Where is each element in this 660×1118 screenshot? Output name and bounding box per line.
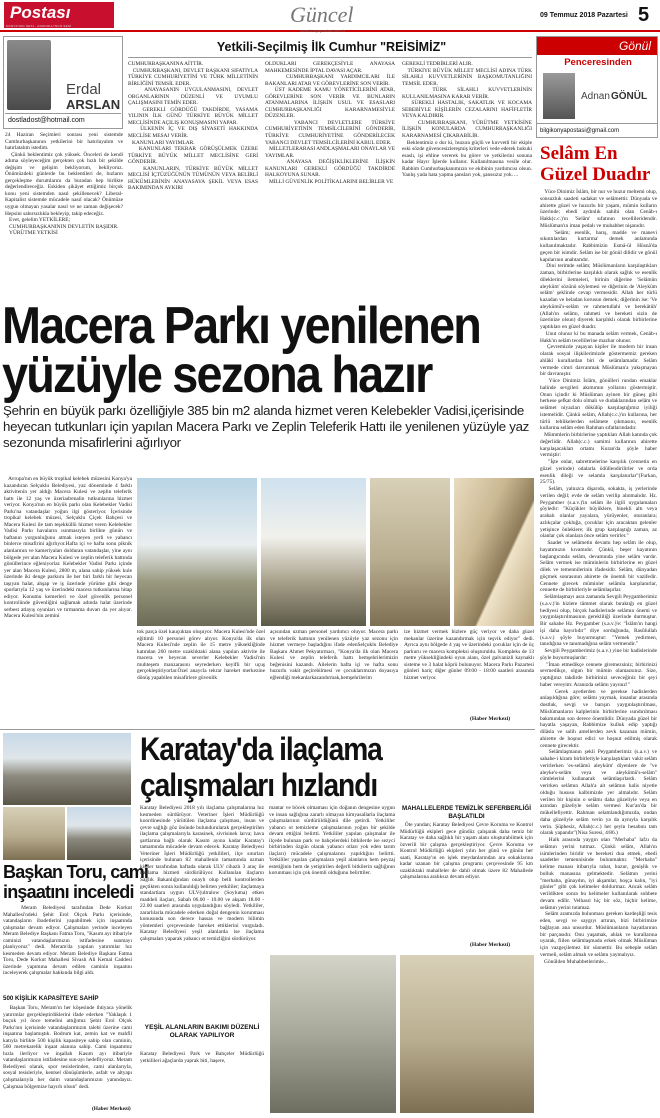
left-columnist-box bbox=[3, 36, 123, 129]
karatay-col1b-head: YEŞİL ALANLARIN BAKIMI DÜZENLİ OLARAK YAPILIYOR bbox=[144, 1024, 260, 1039]
karatay-photo-spraying bbox=[270, 955, 396, 1113]
baskan-body1: Meram Belediyesi tarafından Dede Korkut Mahallesi'ndeki Şehit Erol Olçok Parkı içerisinde, vatandaşların ibadetlerini yapabilmek için inşaatında çalışmalar devam ediyor. Çalışmaları yerinde inceleyen Meram Belediye Başkanı Fatma Toru, "Kasım ayı itibariyle caminizi vatandaşlarımızın istifadesine sunmayı planlıyoruz" dedi. Meram'da yapılan yatırımlar hız kesmeden devam ediyor. Meram Belediye Başkanı Fatma Toru, Dede Korkut Mahallesi Sivaslı Ali Kemal Caddesi üzerinde yapımına devam edilen caminin inşaatını inceleyerek çalışmalar hakkında bilgi aldı. bbox=[3, 905, 134, 977]
section-divider bbox=[0, 729, 535, 730]
karatay-col3-head: MAHALLELERDE TEMİZLİK SEFERBERLİĞİ BAŞLATILDI bbox=[402, 805, 531, 820]
karatay-title-line1: Karatay'da ilaçlama bbox=[140, 731, 382, 767]
columnist-email[interactable]: bilgikonyapostasi@gmail.com bbox=[537, 123, 657, 137]
columnist-last-name: GÖNÜL bbox=[611, 91, 648, 102]
masthead bbox=[0, 0, 660, 32]
column-header-heart: Gönül bbox=[537, 37, 657, 55]
top-article-rule bbox=[128, 57, 532, 58]
karatay-col1b: Karatay Belediyesi Park ve Bahçeler Müdürlüğü yetkilileri ağaçlarda yaprak biti, haşere, bbox=[140, 1051, 266, 1064]
baskan-signature: (Haber Merkezi) bbox=[92, 1106, 131, 1112]
top-article-title: Yetkili-Seçilmiş İlk Cumhur "REİSİMİZ" bbox=[216, 40, 447, 54]
cami-photo-3 bbox=[67, 807, 131, 860]
columnist-photo bbox=[7, 40, 51, 110]
section-title: Güncel bbox=[290, 2, 354, 27]
karatay-signature: (Haber Merkezi) bbox=[470, 942, 511, 948]
main-headline-line1: Macera Parkı yenilenen bbox=[2, 297, 481, 355]
baskan-subhead: 500 KİŞİLİK KAPASİTEYE SAHİP bbox=[3, 995, 99, 1002]
macera-col4: ize hizmet vermek bizlere güç veriyor ve daha güzel mekanlar üzerine kazandırmak için teşvik ediyor" dedi. Ayrıca aynı bölgede 4 yaş ve üzerindeki çocuklar için de üç parkuru ve macera kompleksi oluşturuldu. Kompleks de 13 metre yüksekliğindeki oyun alanı, özel galvanizli kaynaklı sisteme ve 3 halat köprü bulunuyor. Macera Parkı Pazartesi günleri hariç diğer günler 09:00 - 18:00 saatleri arasında hizmet veriyor. bbox=[404, 629, 536, 681]
right-column-body: Yüce Dinimiz İslâm, bir nur ve huzur meltemi olup, sonsuzluk saadeti sadakat ve selâmettir. Dünyada ve ahirette güzel ve huzurlu bir yaşam, mümin kulların üzerinde; ebedi aydınlık sahibi olan Cenâb-ı Hakk(c.c.)'ın 'Selâm' sıfatının tecellileridendir. Müslüman'ın iman pedalı ve muhabbet nişanıdır. 'Selâm; esenlik, barış, madde ve manevi sıkıntılardan kurtarma' demek anlamında kullanılmaktadır. Rabbimizin Esmâ-ül Hüsnâ'da geçen bir isimdir. Selâm ise bir gönül dilidir ve gönül kapılarının anahtarıdır. Dini terimde selâm; Müslümanların karşılaştıkları zaman, birbirlerine karşılıklı olarak sağlık ve esenlik dileklerini iletmeleri, birinin diğerine 'Selâmün aleyküm' sözünü söylemesi ve diğerinin de 'Aleyküm selâm' şeklinde cevap vermesidir. Allah her türlü kazadan ve beladan korusun demek; diğerinin ise: 'Ve aleykümü's-selâm ve rahmetullahi ve berekâtüh' (Allah'ın selâmı, rahmeti ve bereketi sizin de üzerinize olsun) diyerek karşılıklı olarak birbirlerine yaptıkları en güzel duadır. Unut olunur ki bu manada selâm vermek, Cenâb-ı Hakk'ın selâm tecellilerine mazhar olunur. Çevremizde yaşayan kişiler ile modern bir insan olarak sosyal ilişkilerimizde göstermemiz gereken ahlâkî kurallardan biri de selâmlamadır. Selâm vermede cimri davranmak Müslüman'a yakışmayan bir davranıştır. Yüce Dinimiz İslâm, gönülleri rundan emaklar halinde sevgileri akımımın yollarını göstermiştir. Onun içindir ki Müslüman ayinen bir güneş gibi herkese şefkat dolu olmalı ve dudaklarından selâm ve selâmet niyazları dökülüp karşılaştığımız iyiliği istemelidir. Çünkü selâm, Allah(c.c.)'ın kullarına, her türlü tehlikelerden selâmete çıkmasını, esenlik kullarına selâm eden Rahman sıfatlarındadır. Mümmlerin birbirlerine yaptıkları Allah katında çok değerlidir. Allah(c.c.) samimi kullarının ahirette karşılaşacakları ortamı Kuran'da şöyle haber vermiştir: "İşte onlar, sabretmelerine karşılık (cennetin en güzel yerinde) odalarla ödüllendirilirler ve orda esenlik dileği ve selamla karşılanırlar"(Furkan, 25/75). Selâm, yalnızca dişarıda, sokakta, iş yerlerinde verilen değil; evde de selâm verilip alınmalıdır. Hz. Peygamber (s.a.v.)'in selâm ile ilgili uygulamaları şöyledir: "Küçükler büyüklere, binekli altı veya arabalı olanlar yayalara, yürüyenler, oturanlara; azlıkçalar çokluğa, çocuklar için aracaktan gelenler yetişince önleklere; ilk grup karşılaştığı zaman, az olanlar çok olanlara önce selâm verirler." Saadet ve selâmetin devamı hep selâm ile olup, hayatımızın kıvamıdır. Çünkü, beşer hayatının başlangıcında selâm, devamında yine selâm vardır. Selâm vermek ise müminlerin birbirlerine en güzel dilek ve temennilerinin ifadesidir. Selâm, dünyadan göçmek sonrasının ahirette de önemli bir vazifedir. Cennete girecek müminler selâmla karşılanırlar, cennette de birbirleriyle selâmlaşırlar. Selâmlaşmayı asra zamanda Sevgili Peygamberimiz (s.a.v.)'in hizlere tâmmet olarak bıraktığı en güzel hediyesi olup, birçok hadislerinde selâmın önemi ve yaygınlaştırılmasının gerekliliği üzerinde durmuştur. Bir sahabe Hz. Peygamber (s.a.v.)'e: "İslâm'ın hangi işi daha hayırlıdır" diye sorduğunda, Rasûlullah (s.a.v.) şöyle buyurmuştur: "Yemek yedirmen, tanıdığına ve tanımadığına selâm vermendir." Sevgili Peygamberimiz (s.a.v.) yine bir hadislerinde şöyle buyurmuşlardır: "İman etmedikçe cennete giremezsiniz; birbirinizi sevmedikçe, olgun bir mümin olamazsınız. Size, yaptığınız takdirde birbirinizi seveceğiniz bir şeyi haber vereyim: Aranızda selâmı yayınız!" Gerek ayetlerden ve gerekse hadislerden anlaşıldığına göre; selâmı yaymak, insanlar arasında dostluk, sevgi ve barışın yaygınlaştırılması, Müslümanların kalplerinin birbirlerine ısındırılması bakımından son derece önemlidir. Dünyada güzel bir hayatla yaşayan, Rabbimize kulluk edip yaptığı dilâsla ve salih amellerden zevk kazanan mümin, ahirette de hoşnut edici ve hoşnut edilmiş olarak cennete girecektir. Selâmlaşmanın şekli Peygamberimiz (s.a.v.) ve sahabe-i kiram birbirleriyle karşılaştıkları vakit selâm verirlerken 'es-selâmü aleyküm' diyenlere de "ve aleyke's-selâm veya ve aleykümü's-selâm" cümlelerini kullanarak selâmlaşırlardı. Selâm verirken selâmın Allah'a ait selâmın halis niyetle olduğu hususu kalbimizde yer almalıdır. Selâm verilen bir kişinin o selâmı daha güzeliyle veya en azından güzeliyle selâm vermesi Kur'an'da bir mükellefiyettir. Rahman selamlandığımızda, ondan daha güzeliyle selâm verin ya da aynıyla karşılık verin. Şüphesiz, Allah(c.c.) her şeyin hesabını tam olarak yapandır"(Nisa Suresi, 4/86.) Halk arasında yaygın olan "Merhaba" lafzı da selâmın yerini tutmaz. Çünkü selâm, Allah'ın isimlerinden biridir ve bereketi dua etmek, ebedi saadetler temennisinde bulunmaktır. "Merhaba" kelime manası itibarıyla rahat, huzur, genişlik ve bolluk manasına gelmektedir. Selâmın yerini "merhaba, günaydın, iyi akşamlar, hoşça kalın, "iyi günler" gibi çok kelimeler doldurmaz. Ancak selâm verildikten sonra bu kelimeler kullanılarak sohbete devam edilir. Velhasıl hiç bir söz, hiçbir kelime, selâmın yerini tutamaz. Selâm aramızda bulunması gereken kardeşliği tesis eden, sevgi ve saygıyı artıran, bizi birbirimize bağlayan ana unsurdur. Müslümanların hayatlarının bir parçasıdır. Onu yaşamak, ahlak ve kurallarına uyarak, fiilen selâmlaşmada erkek olmak Müslüman için vazgeçilemez bir sünnettir. Bu sebeple selâm vermeli, selâm almalı ve selâmı yaymalıyız. Gönülden Muhabbetlerimle... bbox=[540, 189, 658, 965]
macera-col3: açısından uzman personel yardımcı oluyor. Macera parkı ve teleferik hattının yenilenen yüzüyle yaz sezonu için hizmet vermeye başladığını ifade edenSelçuklu Belediye Başkanı Ahmet Pekyatırmacı, "Konya'da ilk olan Macera Kulesi ve zeplin teleferik hattı hemşehrilerimizin beğenisini kazandı. Ailelerin hafta içi ve hafta sonu huzurlu vakit geçirebilmesi ve çocuklarımızın doyasıya eğlendiği mekanlarkazandırmak,hemşehrilerim bbox=[270, 629, 400, 681]
karatay-col3: Öte yandan; Karatay Belediyesi Çevre Koruma ve Kontrol Müdürlüğü ekipleri gece gündüz çalışarak daha temiz bir Karatay ve daha sağlıklı bir yaşam alanı oluşturabilmek için özverili bir çalışma gerçekleştiriyor. Çevre Koruma ve Kontrol Müdürlüğü ekipleri yılın her günü ve günün her saati, Karatay'ın en işlek meydanlarından ara sokaklarına kadar uzanan bir çalışma programı çerçevesinde 95 km uzaklıktaki mahalleler de dahil olmak üzere 82 Mahallede çalışmalarına aralıksız devam ediyor. bbox=[400, 822, 535, 881]
cami-photo-1 bbox=[3, 733, 131, 805]
headline-deck: Şehrin en büyük parkı özelliğiyle 385 bin m2 alanda hizmet veren Kelebekler Vadisi,içerisinde heyecan tutkunları için yapılan Macera Parkı ve Zeplin Teleferik Hattı ile yenilenen yüzüyle yaz sezonunda misafirlerini ağırlıyor bbox=[3, 403, 530, 450]
karatay-col2: mantar ve böcek olmaması için doğanın dengesine uygun ve insan sağlığına zararlı olmayan kimyasallarla ilaçlama çalışmalarının sürdürüldüğünü dile getirdi. Yetkililer yabancı ot temizleme çalışmalarının yoğun bir şekilde devam ettiğini belirtti. Yetkililer yapılan çalışmalar ile ilçede bulunan park ve bahçelerdeki bitkilerde ise sezyci birbirinden özgün olarak yabancı otları yok eden tarım ilaçları) mücadele çalışmalarını yapıldığını belirtti. Yetkililer yapılan çalışmalara yeşil alanların hem peyzaj estetiğinin hem de yetiştirilen değerli bitkilerin sağlığının korunması için çok önemli olduğunu belirttiler. bbox=[269, 805, 397, 877]
right-column-title: Selâm En Güzel Duadır bbox=[540, 143, 651, 185]
cami-photo-2 bbox=[3, 807, 65, 860]
baskan-body2: Başkan Toru, Meram'ın her köşesinde ihtiyaca yönelik yatırımlar gerçekleştirdiklerini ifade ederken "Yaklaşık 1 buçuk yıl önce temelini attığımız Şehit Erol Olçok Parkı'nın içerisinde vatandaşlarımızın talebi üzerine cami inşaatına başlamıştık. Bodrum kat, zemin kat ve mahfil katıyla birlikte 500 kişilik kapasiteye sahip olan caminin, 560 metrekarelik inşaat alanına sahip. Cami inşaatımız hızla ilerliyor ve inşallah Kasım ayı itibariyle vatandaşlarımızın istifadesine sun-ayı hedefliyoruz. Meram Belediyesi olarak, spor tesislerinden, cami alanlarıyla, sosyal tesisleriyle, kentsel dönüşümlerle, asfalt ve altyapı çalışmalarıyla her daim vatandaşlarımızın yanındayız. Çalışmaa bölgemize hayırlı olsun" dedi. bbox=[3, 1005, 134, 1090]
top-article-col2: OLDUKLARI GEREKÇESİYLE ANAYASA MAHKEMESİNDE İPTAL DAVASI AÇAR. CUMHURBAŞKANI YARDIMCILARI İLE BAKANLARI ATAR VE GÖREVLERİNE SON VERİR. ÜST KADEME KAMU YÖNETİCİLERİNİ ATAR, GÖREVLERİNE SON VERİR VE BUNLARIN ATANMALARINA İLİŞKİN USUL VE ESASLARI CUMHURBAŞKANLIĞI KARARNAMESİYLE DÜZENLER. YABANCI DEVLETLERE TÜRKİYE CUMHURİYETİNİN TEMSİLCİLERİNİ GÖNDERİR, TÜRKİYE CUMHURİYETİNE GÖNDERİLECEK YABANCI DEVLET TEMSİLCİLERİNİ KABUL EDER. MİLLETLERARASI ANDLAŞMALARI ONAYLAR VE YAYIMLAR. ANAYASA DEĞİŞİKLİKLERİNE İLİŞKİN KANUNLARI GEREKLİ GÖRDÜĞÜ TAKDİRDE HALKOYUNA SUNAR. MİLLİ GÜVENLİK POLİTİKALARINI BELİRLER VE bbox=[265, 61, 396, 185]
left-column-body: 24 Haziran Seçimleri sonrası yeni sistemde Cumhurbaşkanının yetkilerini bir hatırlayalım ve hatırlatalım istedim. Çünkü beklentimiz çok yüksek. Önceleri de kendi adıma söyleyeceğim gerçekten çok hızlı bir şekilde değişim ve gelişim bekliyorum, bekliyoruz. Önümüzdeki günlerde bu beklentileri de, hızların gerçekleşme durumlarını da buradan hep birlikte değerlendireceğiz. Eskiden şikâyet ettiğimiz birçok konu yeni sistemden nasıl şekillenecek? Liberal-Kapitalist sistemde mücadele nasıl olacak? Önümüze uygun olmayan yasalar nasıl ve ne zaman değişecek? Hepsini sabırsızlıkla bekleyip, takip edeceğiz. Evet, gelelim YETKİLERE; CUMHURBAŞKANININ DEVLETİN BAŞIDIR. YÜRÜTME YETKİSİ bbox=[5, 132, 124, 237]
columnist-first-name: Erdal bbox=[66, 81, 102, 98]
right-columnist-box bbox=[536, 36, 658, 138]
macera-signature: (Haber Merkezi) bbox=[470, 716, 511, 722]
macera-col2: tok parça özel kauçuktan oluşuyor. Macera Kulesi'nde özel eğitimli 10 personel görev alıyor. Konya'da ilk olan Macera Kulesi'nde zeplin ile 15 metre yüksekliğinde katından 260 metre uzaklıktaki alana yapılan aktivite ile macera ve heyecan severler Kelebekler Vadisi'nin muhteşem manzarasını seyrederken keyifli bir uçuş gerçekleştiriyorlar.Özel anaycla tekrar hareket merkezine dönüş yapabilen misafirlere güvenlik bbox=[137, 629, 267, 681]
karatay-title-line2: çalışmaları hızlandı bbox=[140, 767, 378, 803]
columnist-email[interactable]: dostladost@hotmail.com bbox=[5, 113, 121, 126]
top-article-col3: GEREKLİ TEDBİRLERİ ALIR. TÜRKİYE BÜYÜK MİLLET MECLİSİ ADINA TÜRK SİLAHLI KUVVETLERİNİN BAŞKOMUTANLIĞINI TEMSİL EDER. TÜRK SİLAHLI KUVVETLERİNİN KULLANILMASINA KARAR VERİR. SÜREKLİ HASTALIK, SAKATLIK VE KOCAMA SEBEBİYLE KİŞİLERİN CEZALARINI HAFİFLETİR VEYA KALDIRIR. CUMHURBAŞKANI, YÜRÜTME YETKİSİNE İLİŞKİN KONULARDA CUMHURBAŞKANLIĞI KARARNAMESİ ÇIKARABİLİR. Beklentimiz o dur ki, huzura güçlü ve kuvvetli bir ekiple eski sözde güvencesizlereşmiş kriterleri vede ederek hukuki esaslı, işi ehline vererek bu görev ve yetkilerini sonuna kadar Hayır İşlerde kullanır. Kullanılmasına vesile olur. Rabbim Cumhurbaşkanımızın ve ekibinin yardımcısı olsun. Yanlış yada hata yapma şansları yok, şanssızız yok…. bbox=[402, 61, 532, 179]
karatay-photo-cleaning bbox=[400, 955, 534, 1113]
baskan-title-line1: Başkan Toru, cami bbox=[3, 862, 149, 882]
website-url: www.konyapostasi.com.tr bbox=[300, 28, 346, 33]
macera-photo-climbing bbox=[454, 478, 534, 626]
columnist-first-name: Adnan bbox=[581, 91, 610, 102]
columnist-last-name: ARSLAN bbox=[66, 97, 121, 112]
macera-intro-text: Avrupa'nın en büyük tropikal kelebek müzesini Konya'ya kazandıran Selçuklu Belediyesi, yaz döneminde 4 farklı aktivitenin yer aldığı Macera Kulesi ve zeplin teleferik hattı ile 12 yaş ve üzeriadrenalin tutkunlarına hizmet veriyor. Konya'nın en büyük parkı olan Kelebekler Vadisi Parkı'na vatandaşlar yoğun ilgi gösteriyor. İçerisinde tropikal kelebek müzesi, Selçuklu Çiçek Bahçesi ve Macera Kulesi ile tam teşekküllü hizmet veren Kelebekler Vadisi Parkı havaların ısınmasıyla birlikte günün ve haftanın yorgunluğunu atmak isteyen yerli ve yabancı binlerce misafirini ağırlıyor.Hafta içi ve hafta sonu piknik alanlarının ve kameriyaları dolduran vatandaşlar, yine aynı bölgede yer alan Macera Kulesi ve zeplin teleferik hattında gönüllerince eğleniyorlar. Kelebekler Vadisi Parkı içinde yer alan Macera Kulesi, 2800 m, alana sahip yüksek kule üzerinde iki denge parkuru ile her biri farklı bir heyecan taşıyan halat, ahşap ve iş üzerinde yürüme gibi denge sporlarıyla 12 yaş ve üzerindeki macera tutkunlarına hitap ediyor. Konumu kemerleri ve özel güvenlik personel kontrolünde güvenliğini sağlamak adında halat üzerinde serbest atlayış oyunları ve tırmanma duvarı da yer alıyor. Macera Kulesi'nin zemini bbox=[4, 476, 134, 620]
macera-photo-zipline bbox=[261, 478, 366, 626]
main-headline-line2: yüzüyle sezona hazır bbox=[2, 346, 432, 404]
baskan-title-line2: inşaatını inceledi bbox=[3, 882, 134, 902]
newspaper-logo: Postası bbox=[4, 2, 114, 28]
karatay-col1: Karatay Belediyesi 2018 yılı ilaçlama çalışmalarına hız kesmeden sürdürüyor. Veteriner İşleri Müdürlüğü koordinesinde yürütülen ilaçlama çalışması, insan ve çevre sağlığı göz önünde bulundurularak gerçekleştirilen ilaçlama çalışmalarıyla karasinek, sivrisinek larva; hava şartlarına bağlı olarak Kasım ayına kadar Karatay'ı tamamında mücadele devam edecek. Karatay Belediyesi Veteriner İşleri Müdürlüğü yetkilileri, ilçe sınırları içerisinde bulunan 82 mahallenin tamamında uzman kişiler tarafından haftada olarak ULV cihazlı 3 araç ile ilaçlama hizmeti sürdürülüyor. Kullanılan ilaçların Sağlık Bakanlığından onaylı olup belli kontrollerden geçtikten sonra kullanıldığı belirten yetkililer; ilaçlamaya standartlara uygun ULV(ultralow (Soyluma) etken maddeli ilaçları, Sabah 06.00 - 10.00 ve akşam 18.00 - 22.00 saatleri arasında uygulandığını söyledi. Yetkililer, zararlılarla mücadele ederken doğal dengenin korunması konusunda son derece hassas ve modern bilimin yöntemleri çerçevesinde hareket ettiklerini vurguladı. Karatay Belediyesi yeşil alanlarda ise ilaçlama çalışmaları yaparak yabancı ot temizliğini sürdürüyor. bbox=[140, 805, 266, 942]
columnist-photo bbox=[543, 73, 575, 119]
column-header-window: Penceresinden bbox=[564, 57, 632, 68]
macera-photo-tower bbox=[137, 478, 257, 626]
issue-date: 09 Temmuz 2018 Pazartesi bbox=[540, 12, 628, 19]
logo-slogan: KONYA'NIN SESİ - ANADOLU'NUN SESİ bbox=[6, 24, 72, 28]
page-number: 5 bbox=[638, 4, 650, 26]
top-article-col1: CUMHURBAŞKANINA AİTTİR. CUMHURBAŞKANI, DEVLET BAŞKANI SIFATIYLA TÜRKİYE CUMHURİYETİNİ VE TÜRK MİLLETİNİN BİRLİĞİNİ TEMSİL EDER. ANAYASANIN UYGULANMASINI, DEVLET ORGANLARININ DÜZENLİ VE UYUMLU ÇALIŞMASINI TEMİN EDER. GEREKLİ GÖRDÜĞÜ TAKDİRDE, YASAMA YILININ İLK GÜNÜ TÜRKİYE BÜYÜK MİLLET MECLİSİNDE AÇILIŞ KONUŞMASINI YAPAR. ÜLKENİN İÇ VE DIŞ SİYASETİ HAKKINDA MECLİSE MESAJ VERİR. KANUNLARI YAYIMLAR. KANUNLARI TEKRAR GÖRÜŞÜLMEK ÜZERE TÜRKİYE BÜYÜK MİLLET MECLİSİNE GERİ GÖNDERİR. KANUNLARIN, TÜRKİYE BÜYÜK MİLLET MECLİSİ İÇTÜZÜĞÜNÜN TÜMÜNÜN VEYA BELİRLİ HÜKÜMLERİNİN ANAYASAYA ŞEKİL VEYA ESAS BAKIMINDAN AYKIRI bbox=[128, 61, 259, 192]
macera-photo-obstacle bbox=[370, 478, 450, 626]
